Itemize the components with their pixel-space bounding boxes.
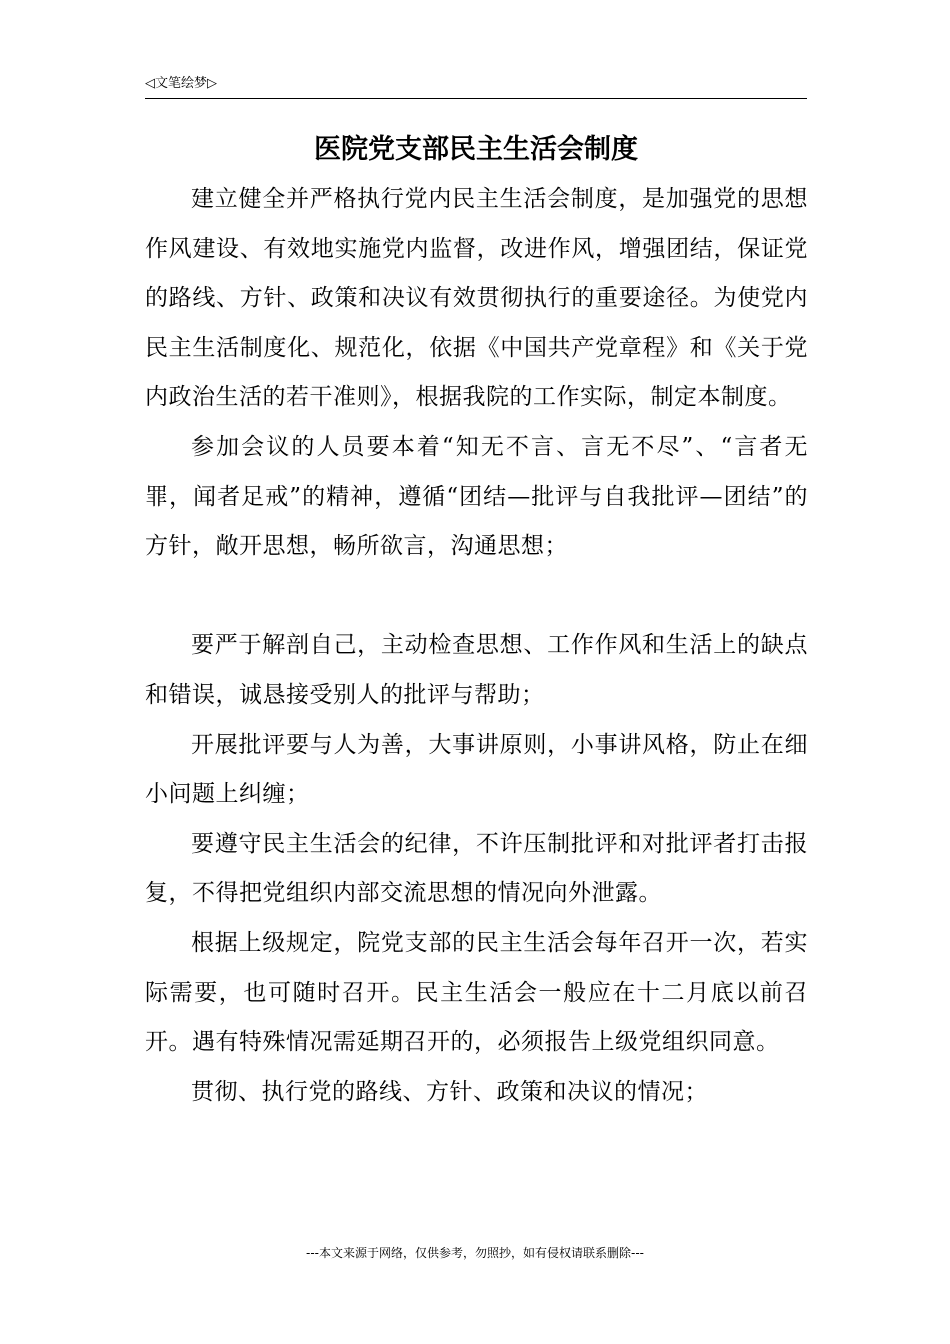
page-footer-notice: ---本文来源于网络，仅供参考，勿照抄，如有侵权请联系删除--- <box>306 1246 644 1260</box>
page-header-brand: ◁文笔绘梦▷ <box>145 76 217 91</box>
paragraph-discipline: 要遵守民主生活会的纪律，不许压制批评和对批评者打击报复，不得把党组织内部交流思想的情况向外泄露。 <box>145 830 808 907</box>
paragraph-criticism: 开展批评要与人为善，大事讲原则，小事讲风格，防止在细小问题上纠缠； <box>145 731 808 808</box>
paragraph-schedule: 根据上级规定，院党支部的民主生活会每年召开一次，若实际需要，也可随时召开。民主生活会一般应在十二月底以前召开。遇有特殊情况需延期召开的，必须报告上级党组织同意。 <box>145 929 808 1056</box>
paragraph-intro: 建立健全并严格执行党内民主生活会制度，是加强党的思想作风建设、有效地实施党内监督，改进作风，增强团结，保证党的路线、方针、政策和决议有效贯彻执行的重要途径。为使党内民主生活制度化、规范化，依据《中国共产党章程》和《关于党内政治生活的若干准则》，根据我院的工作实际，制定本制度。 <box>145 186 808 411</box>
paragraph-self-examination: 要严于解剖自己，主动检查思想、工作作风和生活上的缺点和错误，诚恳接受别人的批评与帮助； <box>145 632 808 708</box>
document-body <box>145 175 808 1117</box>
paragraph-spirit: 参加会议的人员要本着“知无不言、言无不尽”、“言者无罪，闻者足戒”的精神，遵循“团结—批评与自我批评—团结”的方针，敞开思想，畅所欲言，沟通思想； <box>145 433 808 560</box>
header-divider <box>145 98 807 99</box>
paragraph-implementation: 贯彻、执行党的路线、方针、政策和决议的情况； <box>191 1078 708 1105</box>
document-title: 医院党支部民主生活会制度 <box>314 134 638 165</box>
